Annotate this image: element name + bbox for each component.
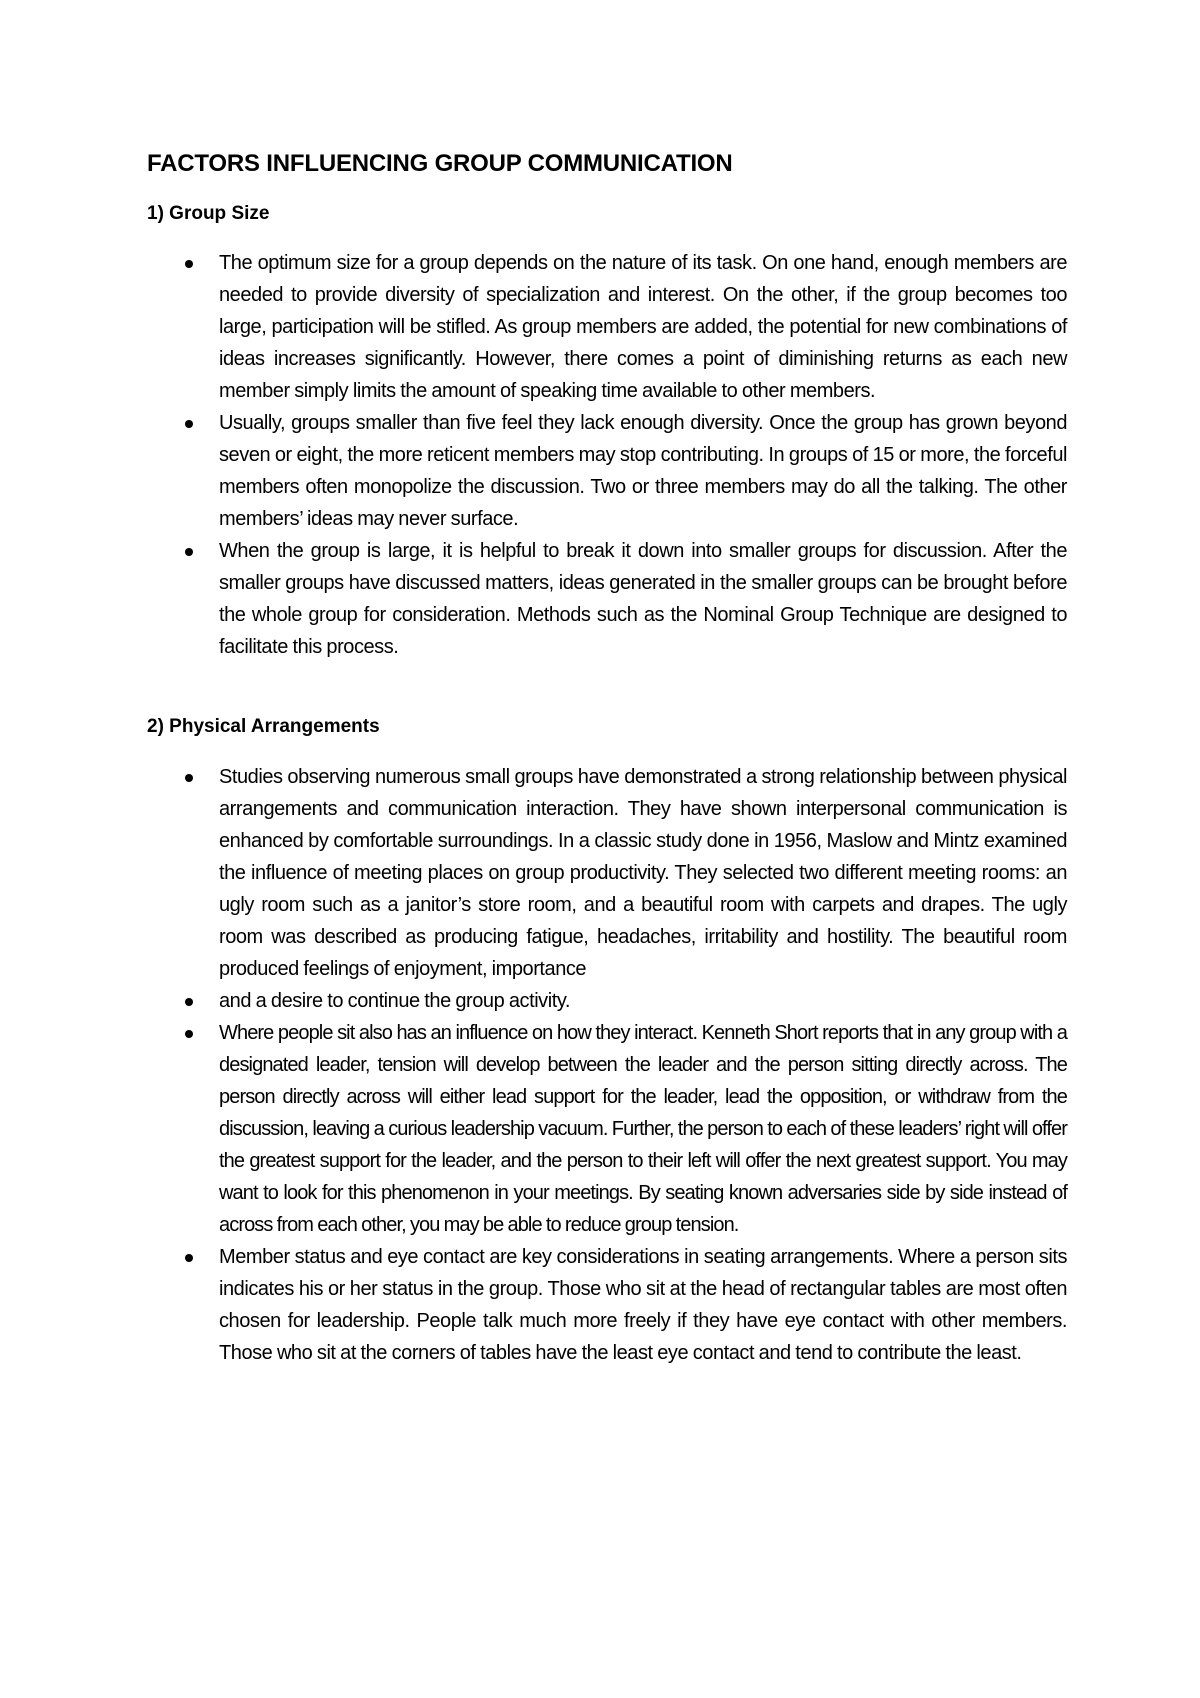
bullet-text: Where people sit also has an influence on how they interact. Kenneth Short reports that in any group with a designated leader, tension will develop between the leader and the person sitting directly across. The person directly across will either lead support for the leader, lead the opposition, or withdraw from the discussion, leaving a curious leadership vacuum. Further, the person to each of these leaders’ right will offer the greatest support for the leader, and the person to their left will offer the next greatest support. You may want to look for this phenomenon in your meetings. By seating known adversaries side by side instead of across from each other, you may be able to reduce group tension. xyxy=(219,1022,1067,1236)
physical-arrangements-bullet-list xyxy=(147,761,1067,1369)
bullet-icon xyxy=(185,1254,193,1262)
list-item xyxy=(147,761,1067,985)
list-item xyxy=(147,1241,1067,1369)
list-item xyxy=(147,535,1067,663)
bullet-icon xyxy=(185,548,193,556)
bullet-text: Member status and eye contact are key considerations in seating arrangements. Where a person sits indicates his or her status in the group. Those who sit at the head of rectangular tables are most often chosen for leadership. People talk much more freely if they have eye contact with other members. Those who sit at the corners of tables have the least eye contact and tend to contribute the least. xyxy=(219,1246,1067,1364)
bullet-icon xyxy=(185,998,193,1006)
bullet-icon xyxy=(185,260,193,268)
bullet-text: Usually, groups smaller than five feel they lack enough diversity. Once the group has grown beyond seven or eight, the more reticent members may stop contributing. In groups of 15 or more, the forceful members often monopolize the discussion. Two or three members may do all the talking. The other members’ ideas may never surface. xyxy=(219,412,1067,530)
bullet-text: When the group is large, it is helpful to break it down into smaller groups for discussion. After the smaller groups have discussed matters, ideas generated in the smaller groups can be brought before the whole group for consideration. Methods such as the Nominal Group Technique are designed to facilitate this process. xyxy=(219,540,1067,658)
list-item xyxy=(147,985,1067,1017)
section-heading-group-size: 1) Group Size xyxy=(147,203,270,224)
list-item xyxy=(147,1017,1067,1241)
document-title: FACTORS INFLUENCING GROUP COMMUNICATION xyxy=(147,150,733,177)
bullet-icon xyxy=(185,774,193,782)
bullet-text: Studies observing numerous small groups have demonstrated a strong relationship between physical arrangements and communication interaction. They have shown interpersonal communication is enhanced by comfortable surroundings. In a classic study done in 1956, Maslow and Mintz examined the influence of meeting places on group productivity. They selected two different meeting rooms: an ugly room such as a janitor’s store room, and a beautiful room with carpets and drapes. The ugly room was described as producing fatigue, headaches, irritability and hostility. The beautiful room produced feelings of enjoyment, importance xyxy=(219,766,1067,980)
bullet-icon xyxy=(185,420,193,428)
list-item xyxy=(147,407,1067,535)
bullet-text: The optimum size for a group depends on the nature of its task. On one hand, enough members are needed to provide diversity of specialization and interest. On the other, if the group becomes too large, participation will be stifled. As group members are added, the potential for new combinations of ideas increases significantly. However, there comes a point of diminishing returns as each new member simply limits the amount of speaking time available to other members. xyxy=(219,252,1067,402)
group-size-bullet-list xyxy=(147,247,1067,663)
bullet-icon xyxy=(185,1030,193,1038)
list-item xyxy=(147,247,1067,407)
section-heading-physical-arrangements: 2) Physical Arrangements xyxy=(147,716,380,737)
bullet-text: and a desire to continue the group activity. xyxy=(219,990,571,1012)
